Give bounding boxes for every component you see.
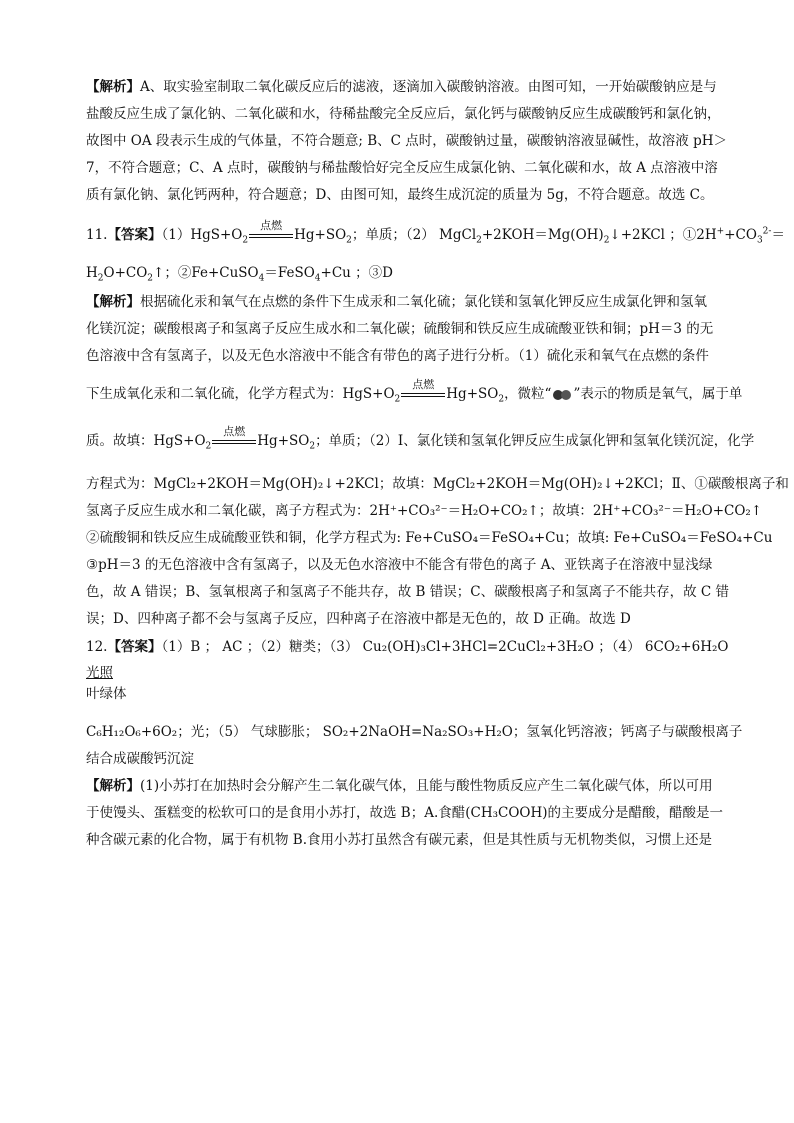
text: (1)小苏打在加热时会分解产生二氧化碳气体，且能与酸性物质反应产生二氧化碳气体，所以可用 bbox=[140, 778, 713, 794]
paragraph-line: 误；D、四种离子都不会与氢离子反应，四种离子在溶液中都是无色的，故 D 正确。故选 D bbox=[86, 611, 631, 627]
text: 根据硫化汞和氧气在点燃的条件下生成汞和二氧化硫；氯化镁和氢氧化钾反应生成氯化钾和氢氧 bbox=[140, 294, 707, 310]
paragraph-line: 化镁沉淀；碳酸根离子和氢离子反应生成水和二氧化碳；硫酸铜和铁反应生成硫酸亚铁和铜；pH＝3 的无 bbox=[86, 321, 714, 337]
text: H bbox=[86, 265, 98, 281]
text: Hg+SO bbox=[257, 433, 310, 449]
paragraph-line: 色，故 A 错误；B、氢氧根离子和氢离子不能共存，故 B 错误；C、碳酸根离子和氢离子不能共存，故 C 错 bbox=[86, 584, 729, 600]
text: 质。故填：HgS+O bbox=[86, 433, 206, 449]
analysis-tag: 【解析】 bbox=[86, 79, 140, 95]
text: ↑；②Fe+CuSO bbox=[153, 265, 259, 281]
paragraph-line: 7，不符合题意；C、A 点时，碳酸钠与稀盐酸恰好完全反应生成氯化钠、二氧化碳和水，故 A 点溶液中溶 bbox=[86, 160, 718, 176]
text: ；单质；（2） MgCl bbox=[351, 227, 477, 243]
reaction-condition-arrow bbox=[212, 424, 256, 449]
text: Hg+SO bbox=[294, 227, 347, 243]
text: Hg+SO bbox=[446, 386, 499, 402]
answer-line: $H_2O+CO_2↑$；②Fe+CuSO$_4$＝FeSO$_4$+Cu ；③D bbox=[86, 265, 393, 284]
paragraph-line: 质。故填：$HgS+O_2$ 点燃 $Hg+SO_2$；单质；（2）Ⅰ、氯化镁和氢氧化钾反应生成氯化钾和氢氧化镁沉淀，化学 bbox=[86, 431, 714, 451]
oxygen-molecule-icon bbox=[551, 389, 573, 401]
question-number: 12. bbox=[86, 639, 108, 655]
condition-below: 叶绿体 bbox=[86, 686, 127, 702]
paragraph-line: ②硫酸铜和铁反应生成硫酸亚铁和铜，化学方程式为: Fe+CuSO₄＝FeSO₄+Cu；故填: Fe+CuSO₄＝FeSO₄+Cu bbox=[86, 530, 773, 546]
paragraph-line: 种含碳元素的化合物，属于有机物 B.食用小苏打虽然含有碳元素，但是其性质与无机物类似，习惯上还是 bbox=[86, 832, 713, 848]
text: +CO bbox=[724, 227, 757, 243]
text: ；单质；（2）Ⅰ、氯化镁和氢氧化钾反应生成氯化钾和氢氧化镁沉淀，化学 bbox=[315, 433, 755, 449]
answer-line: 11.【答案】$(1)HgS+O_2$ 点燃 $Hg+SO_2$；单质；（2） $MgCl_2+2KOH=Mg(OH)_2↓+2KCl$ ；$①2H^++CO_3^{2-}=$ bbox=[86, 225, 714, 245]
paragraph-line: 盐酸反应生成了氯化钠、二氧化碳和水，待稀盐酸完全反应后，氯化钙与碳酸钠反应生成碳酸钙和氯化钠， bbox=[86, 106, 721, 122]
text: ＝ bbox=[771, 227, 785, 243]
paragraph-line bbox=[86, 776, 714, 796]
answer-tag: 【答案】 bbox=[107, 227, 162, 243]
paragraph-line: 方程式为：MgCl₂+2KOH＝Mg(OH)₂↓+2KCl；故填：MgCl₂+2KOH＝Mg(OH)₂↓+2KCl；Ⅱ、①碳酸根离子和 bbox=[86, 476, 789, 492]
paragraph-line: 于使馒头、蛋糕变的松软可口的是食用小苏打，故选 B；A.食醋(CH₃COOH)的主要成分是醋酸，醋酸是一 bbox=[86, 805, 724, 821]
paragraph-line: 故图中 OA 段表示生成的气体量，不符合题意; B、C 点时，碳酸钠过量，碳酸钠溶液显碱性，故溶液 pH＞ bbox=[86, 133, 727, 149]
reaction-condition-arrow bbox=[401, 377, 445, 402]
answer-line bbox=[86, 637, 729, 657]
text: （1）HgS+O bbox=[161, 227, 243, 243]
text: 下生成氧化汞和二氧化硫，化学方程式为：HgS+O bbox=[86, 386, 395, 402]
text: A、取实验室制取二氧化碳反应后的滤液，逐滴加入碳酸钠溶液。由图可知，一开始碳酸钠应是与 bbox=[140, 79, 717, 95]
light-condition: 光照 bbox=[86, 665, 113, 681]
analysis-tag: 【解析】 bbox=[86, 294, 140, 310]
condition-label: 点燃 bbox=[412, 377, 435, 391]
paragraph-line: 氢离子反应生成水和二氧化碳，离子方程式为：2H⁺+CO₃²⁻＝H₂O+CO₂↑；故填：2H⁺+CO₃²⁻＝H₂O+CO₂↑ bbox=[86, 503, 763, 519]
text: +Cu ；③D bbox=[320, 265, 393, 281]
reaction-condition-arrow bbox=[249, 218, 293, 243]
answer-line: C₆H₁₂O₆+6O₂；光；（5） 气球膨胀； SO₂+2NaOH=Na₂SO₃+H₂O；氢氧化钙溶液；钙离子与碳酸根离子 bbox=[86, 724, 743, 740]
paragraph-line: 下生成氧化汞和二氧化硫，化学方程式为：$HgS+O_2$ 点燃 $Hg+SO_2$，微粒“ ”表示的物质是氧气，属于单 bbox=[86, 384, 714, 404]
paragraph-line bbox=[86, 77, 717, 97]
paragraph-line: 色溶液中含有氢离子，以及无色水溶液中不能含有带色的离子进行分析。（1）硫化汞和氧气在点燃的条件 bbox=[86, 348, 709, 364]
answer-line: 结合成碳酸钙沉淀 bbox=[86, 751, 194, 767]
text: O+CO bbox=[103, 265, 148, 281]
condition-label: 点燃 bbox=[260, 218, 283, 232]
paragraph-line: 质有氯化钠、氯化钙两种，符合题意；D、由图可知，最终生成沉淀的质量为 5g，不符合题意。故选 C。 bbox=[86, 187, 714, 203]
answer-tag: 【答案】 bbox=[107, 639, 162, 655]
text: ↓+2KCl ；①2H bbox=[609, 227, 717, 243]
text: ，微粒“ bbox=[504, 386, 552, 402]
condition-label: 点燃 bbox=[223, 424, 246, 438]
text: +2KOH＝Mg(OH) bbox=[481, 227, 604, 243]
text: ”表示的物质是氧气，属于单 bbox=[573, 386, 743, 402]
question-number: 11. bbox=[86, 227, 108, 243]
text: （1）B ； AC ；（2）糖类；（3） Cu₂(OH)₃Cl+3HCl=2CuCl₂+3H₂O ；（4） 6CO₂+6H₂O bbox=[161, 639, 729, 655]
condition-above bbox=[86, 663, 714, 683]
paragraph-line: ③pH＝3 的无色溶液中含有氢离子，以及无色水溶液中不能含有带色的离子 A、亚铁离子在溶液中显浅绿 bbox=[86, 557, 713, 573]
text: ＝FeSO bbox=[264, 265, 315, 281]
paragraph-line bbox=[86, 292, 714, 312]
analysis-tag: 【解析】 bbox=[86, 778, 140, 794]
